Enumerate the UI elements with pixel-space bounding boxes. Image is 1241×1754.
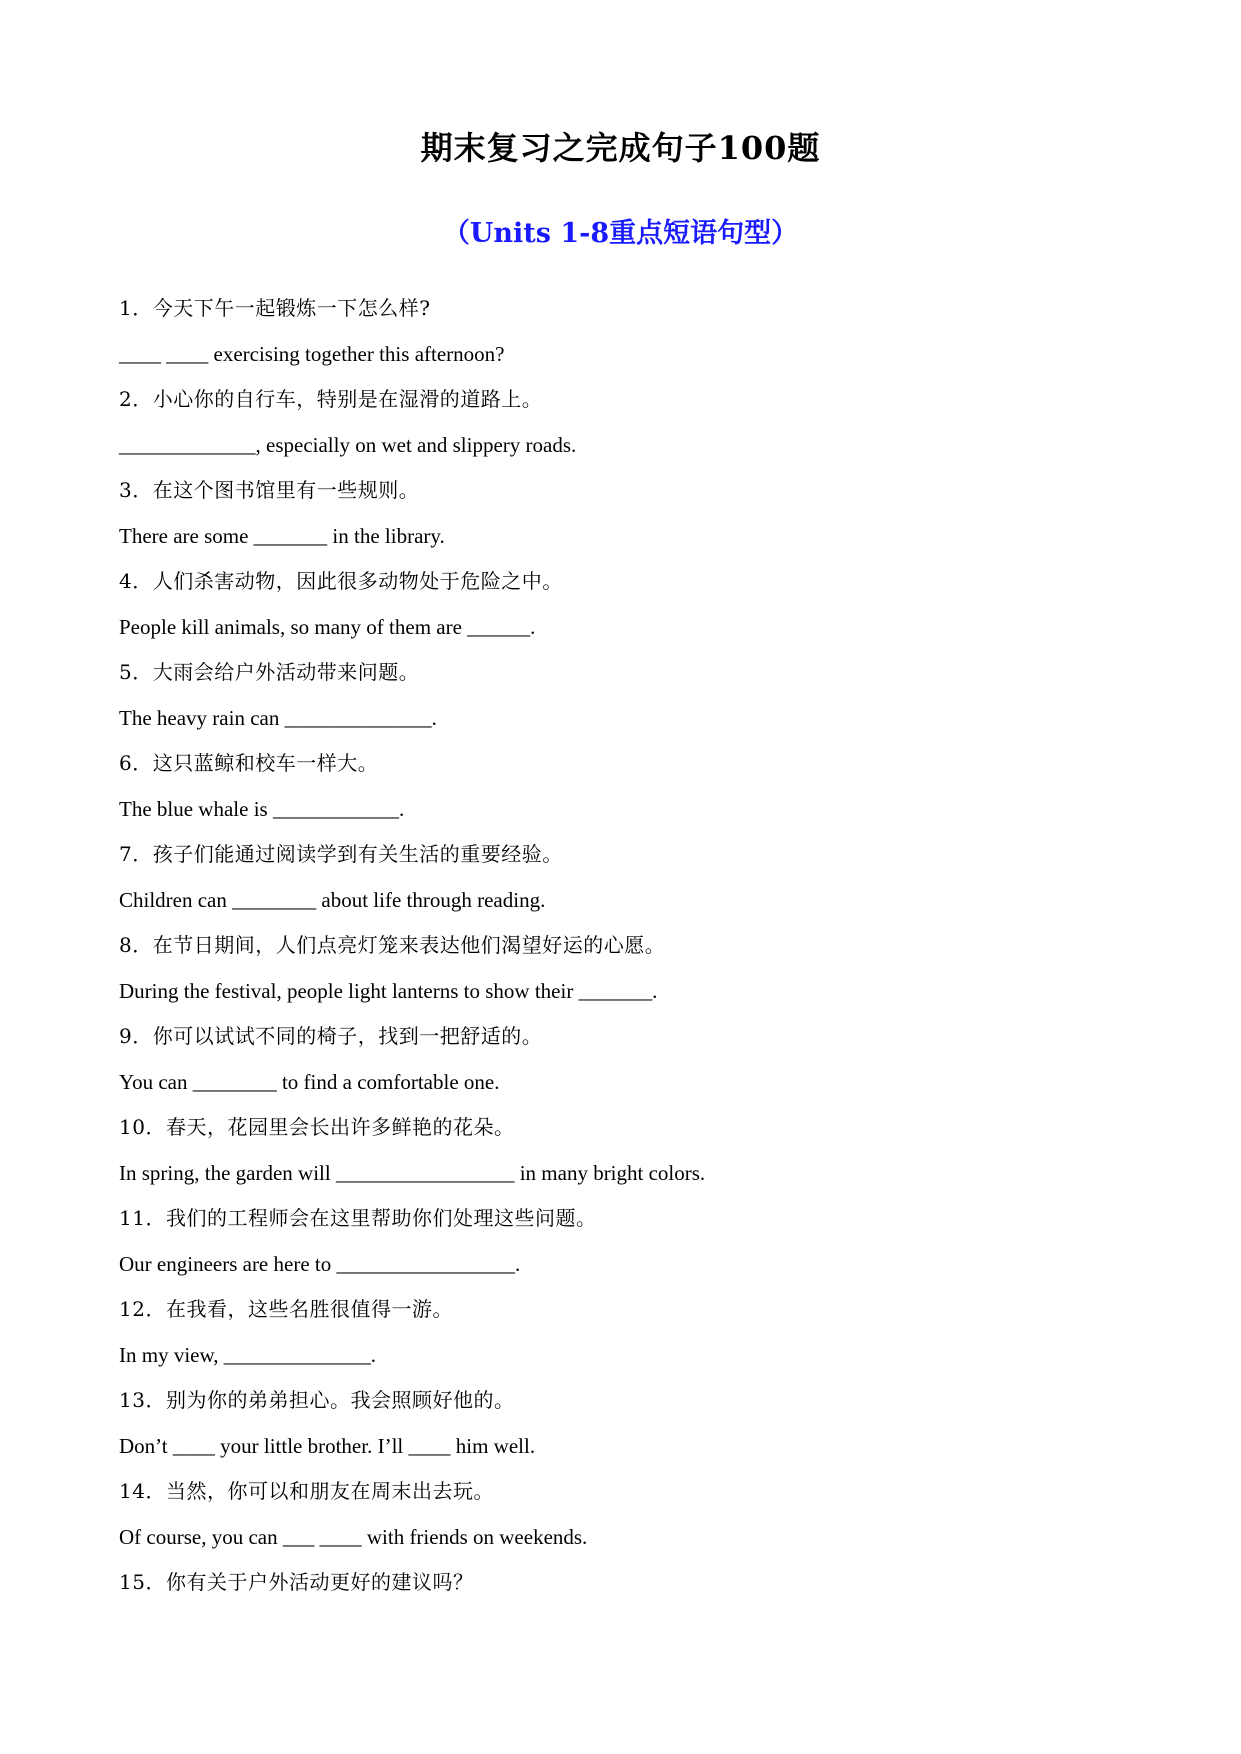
question-1-chinese: 1．今天下午一起锻炼一下怎么样? [119,296,431,320]
question-1-english: ____ ____ exercising together this afternoon? [119,341,505,366]
question-2-english: _____________, especially on wet and slippery roads. [119,432,577,457]
question-14-english: Of course, you can ___ ____ with friends on weekends. [119,1524,588,1549]
question-5-english: The heavy rain can ______________. [119,705,437,730]
question-9-english: You can ________ to find a comfortable one. [119,1069,500,1094]
question-13-chinese: 13．别为你的弟弟担心。我会照顾好他的。 [119,1388,515,1412]
question-8-english: During the festival, people light lanterns to show their _______. [119,978,658,1003]
question-4-chinese: 4．人们杀害动物，因此很多动物处于危险之中。 [119,569,563,593]
question-4-english: People kill animals, so many of them are ______. [119,614,536,639]
document-title: 期末复习之完成句子100题 [420,129,821,167]
question-11-english: Our engineers are here to _________________. [119,1251,521,1276]
question-9-chinese: 9．你可以试试不同的椅子，找到一把舒适的。 [119,1024,543,1048]
question-6-english: The blue whale is ____________. [119,796,405,821]
question-8-chinese: 8．在节日期间，人们点亮灯笼来表达他们渴望好运的心愿。 [119,933,666,957]
question-7-chinese: 7．孩子们能通过阅读学到有关生活的重要经验。 [119,842,563,866]
question-5-chinese: 5．大雨会给户外活动带来问题。 [119,660,420,684]
question-12-english: In my view, ______________. [119,1342,377,1367]
question-15-chinese: 15．你有关于户外活动更好的建议吗？ [119,1570,474,1594]
question-2-chinese: 2．小心你的自行车，特别是在湿滑的道路上。 [119,387,543,411]
question-3-chinese: 3．在这个图书馆里有一些规则。 [119,478,420,502]
question-11-chinese: 11．我们的工程师会在这里帮助你们处理这些问题。 [119,1206,597,1230]
question-14-chinese: 14．当然，你可以和朋友在周末出去玩。 [119,1479,494,1503]
question-10-chinese: 10．春天，花园里会长出许多鲜艳的花朵。 [119,1115,515,1139]
question-10-english: In spring, the garden will _________________ in many bright colors. [119,1160,706,1185]
document-subtitle: （Units 1-8重点短语句型） [442,218,799,249]
question-7-english: Children can ________ about life through reading. [119,887,546,912]
question-6-chinese: 6．这只蓝鲸和校车一样大。 [119,751,379,775]
question-12-chinese: 12．在我看，这些名胜很值得一游。 [119,1297,453,1321]
question-3-english: There are some _______ in the library. [119,523,445,548]
question-13-english: Don’t ____ your little brother. I’ll ____ him well. [119,1433,536,1458]
question-list [119,286,1129,1606]
